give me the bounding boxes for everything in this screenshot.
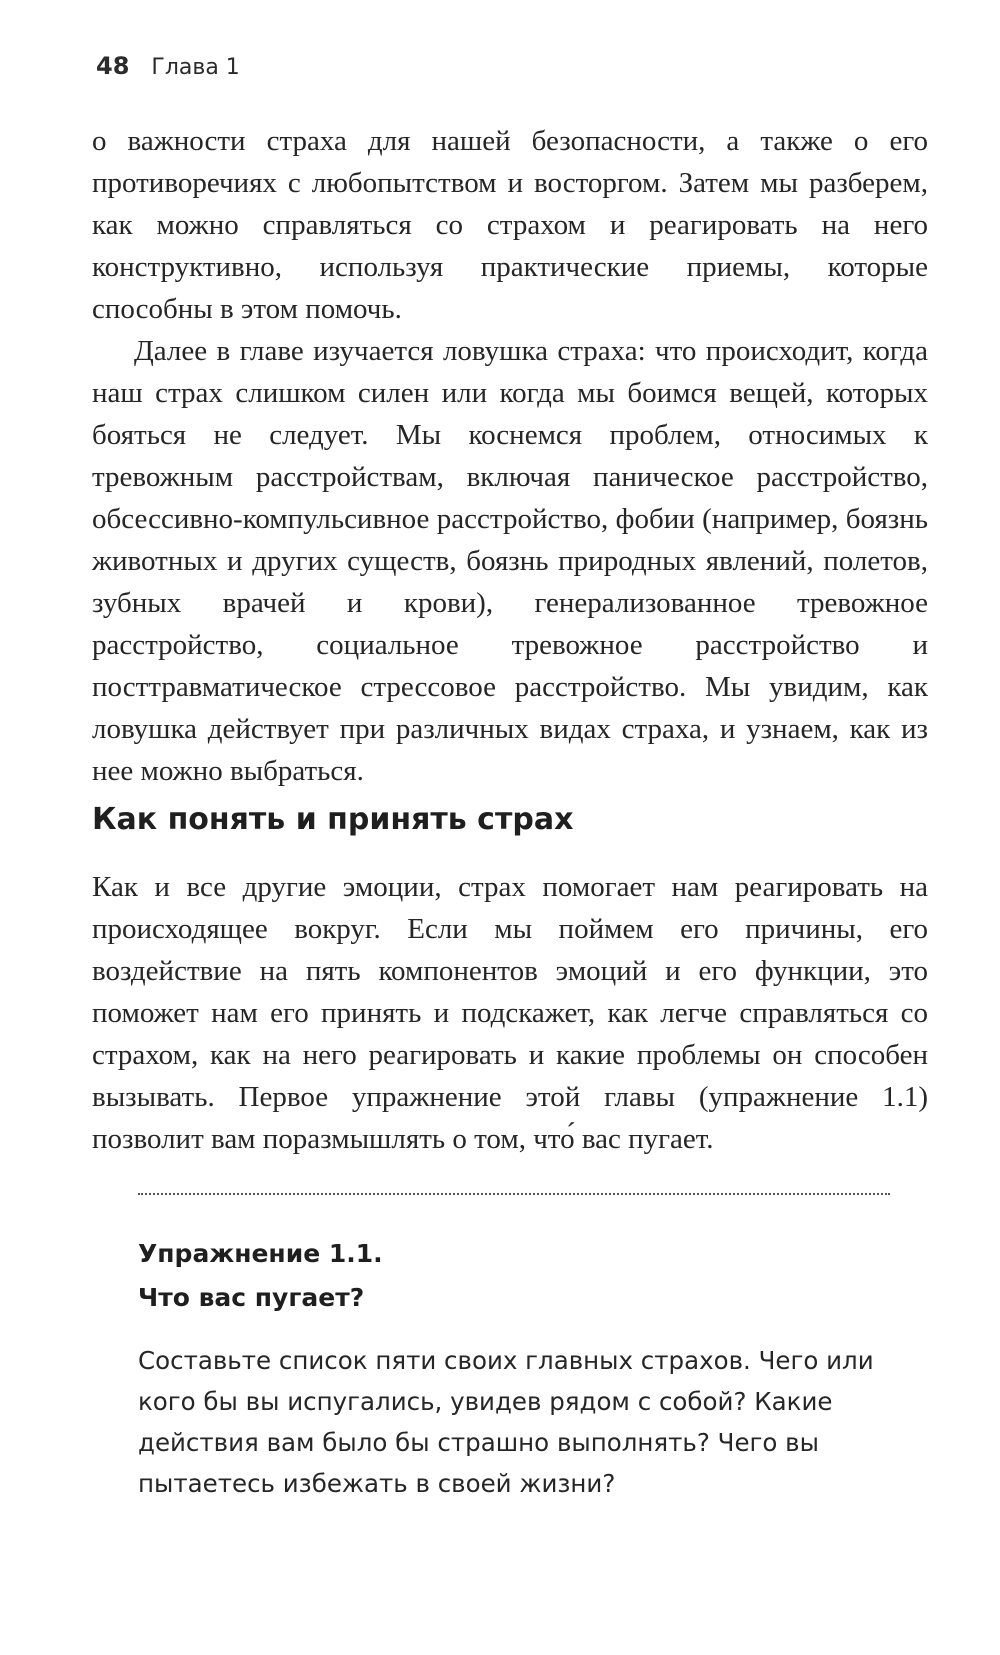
- exercise-title: [138, 1232, 890, 1320]
- intro-text: [92, 120, 928, 792]
- section-paragraph: Как и все другие эмоции, страх помогает нам реагировать на происходящее вокруг. Если мы поймем его причины, его воздействие на пять компонентов эмоций и его функции, это поможет нам его принять и подскажет, как легче справляться со страхом, как на него реагировать и какие проблемы он способен вызывать. Первое упражнение этой главы (упражнение 1.1) позволит вам поразмышлять о том, что́ вас пугает.: [92, 871, 928, 1155]
- intro-paragraph-2: Далее в главе изучается ловушка страха: что происходит, когда наш страх слишком силен или когда мы боимся вещей, которых бояться не следует. Мы коснемся проблем, относимых к тревожным расстройствам, включая паническое расстройство, обсессивно-компульсивное расстройство, фобии (например, боязнь животных и других существ, боязнь природных явлений, полетов, зубных врачей и крови), генерализованное тревожное расстройство, социальное тревожное расстройство и посттравматическое стрессовое расстройство. Мы увидим, как ловушка действует при различных видах страха, и узнаем, как из нее можно выбраться.: [92, 335, 928, 787]
- intro-paragraph-1: о важности страха для нашей безопасности, а также о его противоречиях с любопытством и восторгом. Затем мы разберем, как можно справляться со страхом и реагировать на него конструктивно, используя практические приемы, которые способны в этом помочь.: [92, 125, 928, 325]
- exercise-number: Упражнение 1.1.: [138, 1239, 383, 1268]
- running-head: [96, 52, 240, 80]
- exercise-instructions: Составьте список пяти своих главных страхов. Чего или кого бы вы испугались, увидев рядом с собой? Какие действия вам было бы страшно выполнять? Чего вы пытаетесь избежать в своей жизни?: [138, 1346, 874, 1498]
- page-number: 48: [96, 52, 130, 80]
- section-text: [92, 866, 928, 1160]
- exercise-question: Что вас пугает?: [138, 1283, 365, 1312]
- section-heading: Как понять и принять страх: [92, 802, 574, 837]
- exercise-divider: [138, 1193, 890, 1195]
- chapter-label: Глава 1: [151, 55, 240, 80]
